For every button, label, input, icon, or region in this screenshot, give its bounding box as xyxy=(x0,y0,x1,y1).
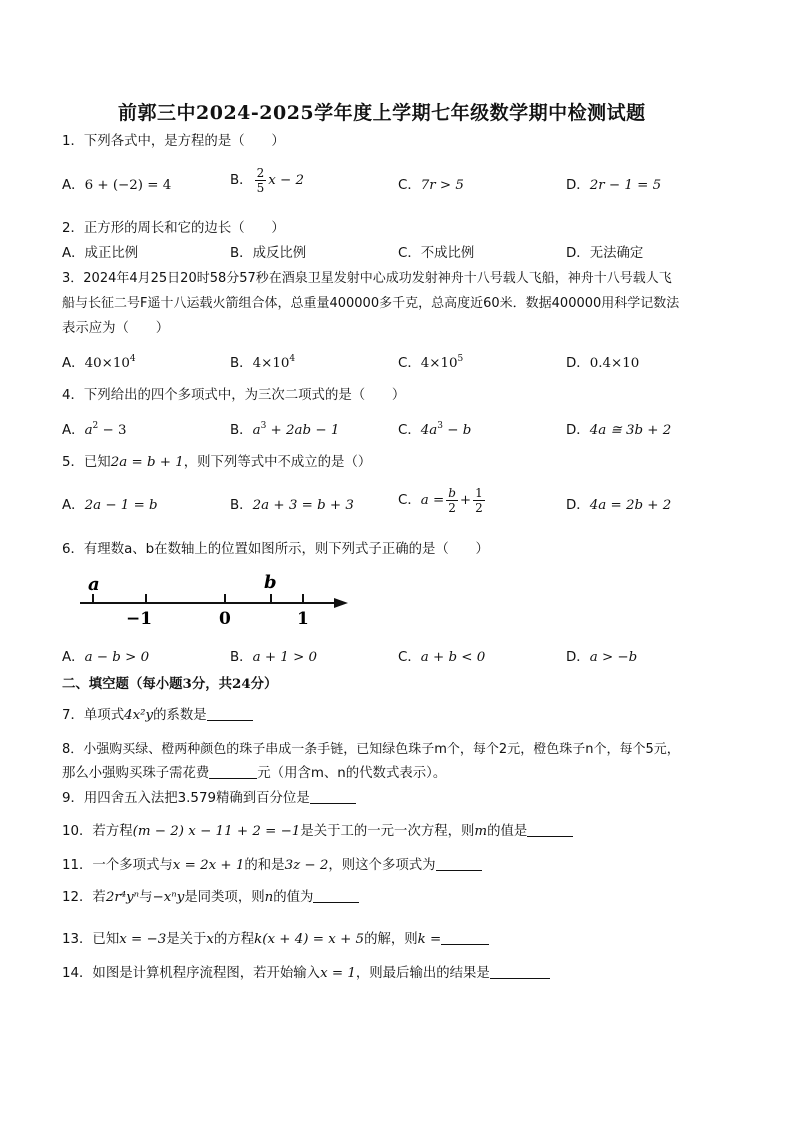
q3-a-exponent: 4 xyxy=(129,354,136,364)
question-5-stem xyxy=(62,453,371,472)
option-letter: D． xyxy=(566,498,590,513)
question-1-stem: 1．下列各式中，是方程的是（ ） xyxy=(62,134,285,149)
question-3-line-1: 3．2024年4月25日20时58分57秒在酒泉卫星发射中心成功发射神舟十八号载人飞船，神舟十八号载人飞 xyxy=(62,271,672,286)
q1-option-c xyxy=(398,176,464,195)
q4-option-d xyxy=(566,421,671,440)
q1-b-tail: x − 2 xyxy=(268,173,305,188)
q11-expr2: 3z − 2 xyxy=(284,858,329,873)
q4-b-tail: + 2ab − 1 xyxy=(266,423,340,438)
q10-var: m xyxy=(474,824,488,839)
fraction-denominator: 5 xyxy=(256,181,265,195)
q10-pre: 10．若方程 xyxy=(62,824,133,839)
question-13 xyxy=(62,930,489,949)
q10-answer-blank[interactable] xyxy=(527,823,573,837)
q12-mid2: 是同类项，则 xyxy=(184,890,265,905)
q2-option-c: C．不成比例 xyxy=(398,246,475,261)
q4-b-exponent: 3 xyxy=(260,421,267,431)
q5-c-plus: + xyxy=(459,493,472,508)
question-14 xyxy=(62,964,550,983)
section-2-heading: 二、填空题（每小题3分，共24分） xyxy=(62,676,278,692)
axis-tick-label-1: 1 xyxy=(297,609,309,628)
q9-answer-blank[interactable] xyxy=(310,790,356,804)
q12-var: n xyxy=(264,890,274,905)
q10-mid: 是关于工的一元一次方程，则 xyxy=(300,824,475,839)
q5-c-pre: a = xyxy=(420,493,445,508)
q5-option-b xyxy=(230,496,354,515)
axis-tick-label-0: 0 xyxy=(219,609,231,628)
q4-a-exponent: 2 xyxy=(92,421,99,431)
q6-b-expr: a + 1 > 0 xyxy=(252,650,318,665)
option-letter: D． xyxy=(566,423,590,438)
option-letter: B． xyxy=(230,173,253,188)
q12-expr2: −xⁿy xyxy=(152,890,185,905)
q11-post: ，则这个多项式为 xyxy=(328,858,436,873)
q14-post: ，则最后输出的结果是 xyxy=(355,966,490,981)
q11-pre: 11．一个多项式与 xyxy=(62,858,173,873)
q11-mid: 的和是 xyxy=(244,858,285,873)
q1-b-fraction xyxy=(255,166,267,195)
q6-a-expr: a − b > 0 xyxy=(84,650,150,665)
q13-mid: 是关于 xyxy=(166,932,207,947)
q8-line2-pre: 那么小强购买珠子需花费 xyxy=(62,766,210,781)
q12-answer-blank[interactable] xyxy=(313,889,359,903)
q12-pre: 12．若 xyxy=(62,890,106,905)
q4-d-expr: 4a ≅ 3b + 2 xyxy=(589,423,672,438)
q7-pre: 7．单项式 xyxy=(62,708,125,723)
q4-a-var: a xyxy=(84,423,93,438)
q5-option-d xyxy=(566,496,671,515)
q10-expr: (m − 2) x − 11 + 2 = −1 xyxy=(132,824,301,839)
q4-b-var: a xyxy=(252,423,261,438)
q1-a-expr: 6 + (−2) = 4 xyxy=(84,178,172,193)
option-letter: D． xyxy=(566,650,590,665)
q14-answer-blank[interactable] xyxy=(490,965,550,979)
q5-c-fraction-1 xyxy=(446,486,458,515)
option-letter: A． xyxy=(62,178,85,193)
q6-option-d xyxy=(566,648,637,667)
option-letter: C． xyxy=(398,493,421,508)
option-letter: A． xyxy=(62,498,85,513)
fraction-numerator: 1 xyxy=(475,486,483,500)
q10-post: 的值是 xyxy=(487,824,528,839)
q6-option-a xyxy=(62,648,149,667)
q13-expr2: k(x + 4) = x + 5 xyxy=(254,932,365,947)
q5-option-c xyxy=(398,486,487,515)
q1-option-a xyxy=(62,176,171,195)
q4-option-c xyxy=(398,421,471,440)
q9-text: 9．用四舍五入法把3.579精确到百分位是 xyxy=(62,791,310,806)
q3-c-exponent: 5 xyxy=(457,354,464,364)
q8-line2-post: 元（用含m、n的代数式表示）。 xyxy=(257,766,447,781)
page-title: 前郭三中2024-2025学年度上学期七年级数学期中检测试题 xyxy=(118,102,646,124)
question-6-stem: 6．有理数a、b在数轴上的位置如图所示，则下列式子正确的是（ ） xyxy=(62,542,489,557)
q13-expr1: x = −3 xyxy=(119,932,167,947)
question-2-stem: 2．正方形的周长和它的边长（ ） xyxy=(62,221,285,236)
q8-answer-blank[interactable] xyxy=(209,765,257,779)
option-letter: B． xyxy=(230,356,253,371)
option-letter: A． xyxy=(62,650,85,665)
fraction-numerator: 2 xyxy=(256,166,265,180)
question-8-line-1: 8．小强购买绿、橙两种颜色的珠子串成一条手链，已知绿色珠子m个，每个2元，橙色珠子n个，每个5元， xyxy=(62,742,680,757)
q1-option-b xyxy=(230,166,304,195)
q3-option-a xyxy=(62,354,136,373)
question-7 xyxy=(62,706,253,725)
fraction-denominator: 2 xyxy=(448,501,456,515)
q13-var: x xyxy=(206,932,214,947)
q3-option-c xyxy=(398,354,463,373)
q5-option-a xyxy=(62,496,158,515)
option-letter: C． xyxy=(398,423,421,438)
fraction-numerator: b xyxy=(448,486,456,500)
q6-c-expr: a + b < 0 xyxy=(420,650,486,665)
q4-a-tail: − 3 xyxy=(98,423,127,438)
q14-expr: x = 1 xyxy=(320,966,356,981)
option-letter: C． xyxy=(398,356,421,371)
axis-label-a: a xyxy=(88,574,100,595)
q12-mid: 与 xyxy=(139,890,153,905)
axis-tick-label-minus-1: −1 xyxy=(126,609,153,628)
q14-pre: 14．如图是计算机程序流程图，若开始输入 xyxy=(62,966,321,981)
q4-option-b xyxy=(230,421,339,440)
q11-answer-blank[interactable] xyxy=(436,857,482,871)
q6-option-c xyxy=(398,648,485,667)
option-letter: A． xyxy=(62,356,85,371)
q5-c-fraction-2 xyxy=(473,486,485,515)
q13-answer-blank[interactable] xyxy=(441,931,489,945)
q4-c-tail: − b xyxy=(443,423,472,438)
question-9 xyxy=(62,789,356,808)
option-letter: B． xyxy=(230,423,253,438)
question-3-line-2: 船与长征二号F遥十八运载火箭组合体，总重量400000多千克，总高度近60米．数据400000用科学记数法 xyxy=(62,296,680,311)
q5-stem-expr: 2a = b + 1 xyxy=(110,455,184,470)
q7-expr: 4x²y xyxy=(124,708,154,723)
q1-option-d xyxy=(566,176,661,195)
axis-label-b: b xyxy=(264,572,277,593)
q2-option-a: A．成正比例 xyxy=(62,246,139,261)
q6-d-expr: a > −b xyxy=(589,650,638,665)
q7-post: 的系数是 xyxy=(153,708,207,723)
q13-mid2: 的方程 xyxy=(213,932,255,947)
q12-expr1: 2r⁴yⁿ xyxy=(105,890,140,905)
q13-mid3: 的解，则 xyxy=(364,932,418,947)
q3-b-base: 4×10 xyxy=(252,356,290,371)
option-letter: C． xyxy=(398,178,421,193)
question-10 xyxy=(62,822,573,841)
q4-c-var: 4a xyxy=(420,423,438,438)
q4-option-a xyxy=(62,421,127,440)
q5-b-expr: 2a + 3 = b + 3 xyxy=(252,498,354,513)
q3-d-expr: 0.4×10 xyxy=(589,356,640,371)
number-line-arrow-icon xyxy=(334,598,348,608)
q3-b-exponent: 4 xyxy=(289,354,296,364)
q5-stem-post: ，则下列等式中不成立的是（） xyxy=(183,455,372,470)
option-letter: D． xyxy=(566,356,590,371)
number-line-figure xyxy=(78,568,358,628)
question-3-line-3: 表示应为（ ） xyxy=(62,321,170,336)
question-4-stem: 4．下列给出的四个多项式中，为三次二项式的是（ ） xyxy=(62,388,406,403)
option-letter: C． xyxy=(398,650,421,665)
q2-option-b: B．成反比例 xyxy=(230,246,307,261)
question-8-line-2 xyxy=(62,764,446,783)
option-letter: B． xyxy=(230,498,253,513)
q11-expr1: x = 2x + 1 xyxy=(172,858,245,873)
q6-option-b xyxy=(230,648,317,667)
question-11 xyxy=(62,856,482,875)
q13-expr3: k = xyxy=(417,932,442,947)
q5-a-expr: 2a − 1 = b xyxy=(84,498,158,513)
q3-a-base: 40×10 xyxy=(84,356,130,371)
q12-post: 的值为 xyxy=(273,890,314,905)
option-letter: A． xyxy=(62,423,85,438)
option-letter: D． xyxy=(566,178,590,193)
q1-d-expr: 2r − 1 = 5 xyxy=(589,178,662,193)
q1-c-expr: 7r > 5 xyxy=(420,178,464,193)
q5-d-expr: 4a = 2b + 2 xyxy=(589,498,672,513)
q3-option-b xyxy=(230,354,295,373)
option-letter: B． xyxy=(230,650,253,665)
q7-answer-blank[interactable] xyxy=(207,707,253,721)
fraction-denominator: 2 xyxy=(475,501,483,515)
q3-option-d xyxy=(566,354,639,373)
q2-option-d: D．无法确定 xyxy=(566,246,644,261)
q3-c-base: 4×10 xyxy=(420,356,458,371)
q5-stem-pre: 5．已知 xyxy=(62,455,111,470)
q4-c-exponent: 3 xyxy=(437,421,443,431)
question-12 xyxy=(62,888,359,907)
q13-pre: 13．已知 xyxy=(62,932,120,947)
